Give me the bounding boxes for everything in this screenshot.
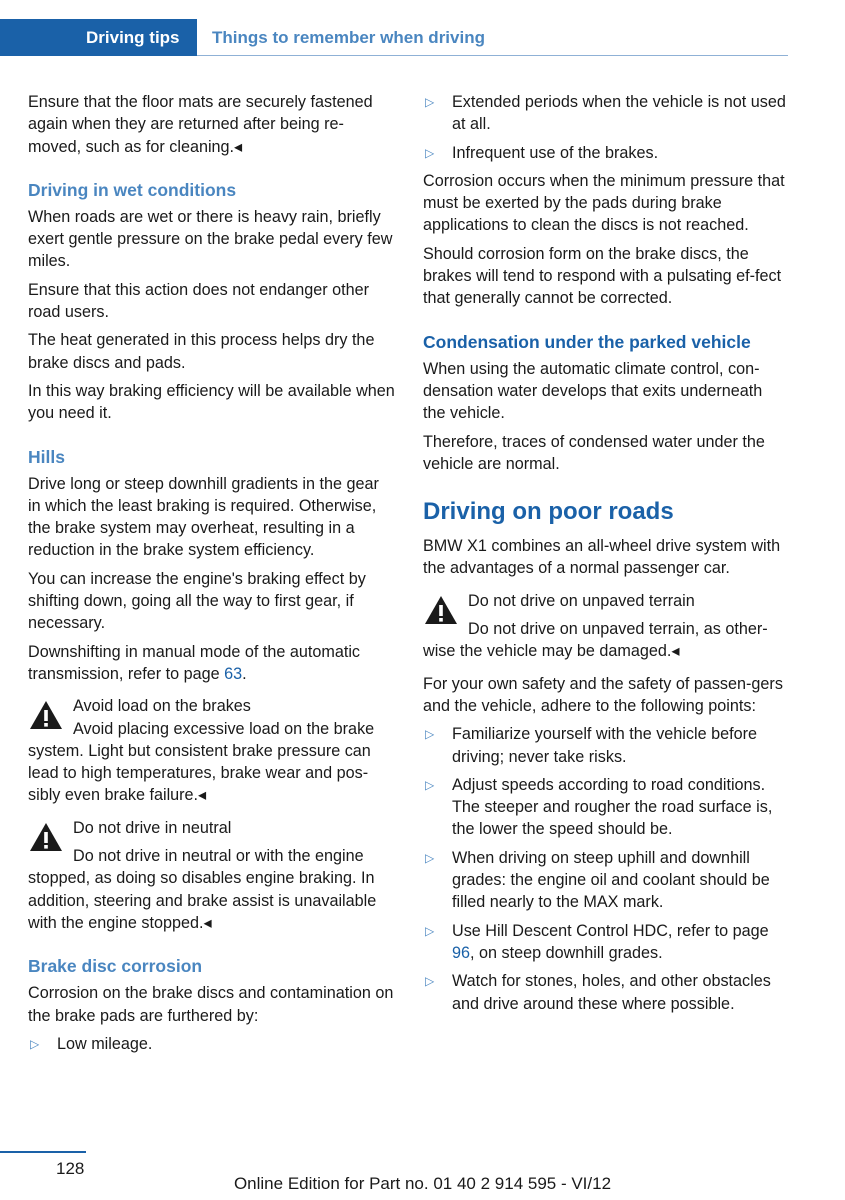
triangle-bullet-icon: ▷ xyxy=(425,95,435,109)
list-item: ▷ Low mileage. xyxy=(28,1033,396,1055)
warning-body-text: Do not drive on unpaved terrain, as other-wise the vehicle may be damaged.◂ xyxy=(423,620,768,661)
list-item: ▷ When driving on steep uphill and downhill grades: the engine oil and coolant should be filled nearly to the MAX mark. xyxy=(425,848,770,912)
list-item: ▷ Use Hill Descent Control HDC, refer to page 96, on steep downhill grades. xyxy=(425,921,769,962)
wet-paragraph-3: The heat generated in this process helps dry the brake discs and pads. xyxy=(28,331,375,372)
hills-paragraph-3 xyxy=(28,641,396,686)
footer-edition: Online Edition for Part no. 01 40 2 914 595 - VI/12 xyxy=(233,1174,612,1193)
list-item: ▷ Extended periods when the vehicle is not used at all. xyxy=(425,93,786,134)
triangle-bullet-icon: ▷ xyxy=(30,1036,40,1051)
page-96-link[interactable]: 96 xyxy=(452,943,471,962)
warning-unpaved-terrain xyxy=(423,590,789,663)
list-item: ▷ Adjust speeds according to road conditions. The steeper and rougher the road surface is, the lower the speed should be. xyxy=(425,775,773,839)
triangle-bullet-icon: ▷ xyxy=(425,850,435,865)
warning-body-text: Avoid placing excessive load on the brake system. Light but consistent brake pressure can lead to high temperatures, brake wear and pos-sibly even brake failure.◂ xyxy=(28,719,375,805)
footer-divider xyxy=(0,1151,86,1153)
poor-roads-heading: Driving on poor roads xyxy=(423,498,674,526)
warning-body xyxy=(423,618,789,663)
triangle-bullet-icon: ▷ xyxy=(425,777,435,792)
corrosion-list-right xyxy=(423,91,789,164)
poor-roads-list xyxy=(423,723,789,1015)
hills-heading: Hills xyxy=(28,446,65,467)
triangle-bullet-icon: ▷ xyxy=(425,727,435,742)
page-63-link[interactable]: 63 xyxy=(224,664,243,683)
condensation-paragraph-1: When using the automatic climate control, con-densation water develops that exits underneath the vehicle. xyxy=(423,359,763,423)
corrosion-paragraph-3: Should corrosion form on the brake discs, the brakes will tend to respond with a pulsating ef-fect that generally cannot be corrected. xyxy=(423,244,782,308)
warning-title: Do not drive on unpaved terrain xyxy=(468,591,695,610)
poor-roads-paragraph-2: For your own safety and the safety of passen-gers and the vehicle, adhere to the following points: xyxy=(423,674,783,715)
wet-conditions-heading: Driving in wet conditions xyxy=(28,179,237,200)
triangle-bullet-icon: ▷ xyxy=(425,923,435,938)
condensation-heading: Condensation under the parked vehicle xyxy=(423,331,751,352)
warning-triangle-icon xyxy=(423,593,459,627)
triangle-bullet-icon: ▷ xyxy=(425,145,435,160)
warning-title: Avoid load on the brakes xyxy=(73,697,251,716)
warning-triangle-icon xyxy=(28,698,64,732)
header-divider xyxy=(197,55,788,56)
hills-paragraph-2: You can increase the engine's braking effect by shifting down, going all the way to first gear, if necessary. xyxy=(28,569,366,633)
hills-p3-text: Downshifting in manual mode of the automatic transmission, refer to page xyxy=(28,642,361,683)
page-number: 128 xyxy=(56,1159,85,1178)
corrosion-paragraph-2: Corrosion occurs when the minimum pressure that must be exerted by the pads during brake applications to clean the discs is not reached. xyxy=(423,171,785,235)
list-item: ▷ Watch for stones, holes, and other obstacles and drive around these where possible. xyxy=(425,972,771,1013)
warning-body-text: Do not drive in neutral or with the engine stopped, as doing so disables engine braking. In addition, steering and brake assist is unavailable with the engine stopped.◂ xyxy=(28,847,377,932)
header-section-tab: Driving tips xyxy=(0,19,197,56)
wet-paragraph-2: Ensure that this action does not endanger other road users. xyxy=(28,280,370,322)
header-chapter-title: Things to remember when driving xyxy=(212,28,485,47)
corrosion-paragraph: Corrosion on the brake discs and contamination on the brake pads are furthered by: xyxy=(28,984,394,1025)
wet-paragraph-4: In this way braking efficiency will be available when you need it. xyxy=(28,381,395,423)
warning-body xyxy=(28,845,396,934)
warning-body xyxy=(28,718,396,807)
warning-neutral xyxy=(28,817,396,934)
condensation-paragraph-2: Therefore, traces of condensed water under the vehicle are normal. xyxy=(423,432,765,473)
wet-paragraph-1: When roads are wet or there is heavy rain, briefly exert gentle pressure on the brake pedal every few miles. xyxy=(28,207,393,271)
list-item: ▷ Familiarize yourself with the vehicle before driving; never take risks. xyxy=(425,725,757,766)
list-item: ▷ Infrequent use of the brakes. xyxy=(423,142,789,164)
warning-avoid-brake-load xyxy=(28,695,396,806)
hills-p3-end: . xyxy=(242,664,247,683)
corrosion-list-left xyxy=(28,1033,396,1055)
left-column xyxy=(28,91,396,1061)
warning-triangle-icon xyxy=(28,820,64,854)
brake-corrosion-heading: Brake disc corrosion xyxy=(28,956,203,977)
floor-mats-paragraph: Ensure that the floor mats are securely fastened again when they are returned after being re-moved, such as for cleaning.◂ xyxy=(28,93,373,156)
right-column xyxy=(423,91,789,1021)
poor-roads-paragraph-1: BMW X1 combines an all-wheel drive system with the advantages of a normal passenger car. xyxy=(423,537,781,578)
triangle-bullet-icon: ▷ xyxy=(425,974,435,989)
warning-title: Do not drive in neutral xyxy=(73,818,232,837)
hills-paragraph-1: Drive long or steep downhill gradients in the gear in which the least braking is required. Otherwise, the brake system may overheat, resulting in a reduction in the brake system efficiency. xyxy=(28,474,379,560)
